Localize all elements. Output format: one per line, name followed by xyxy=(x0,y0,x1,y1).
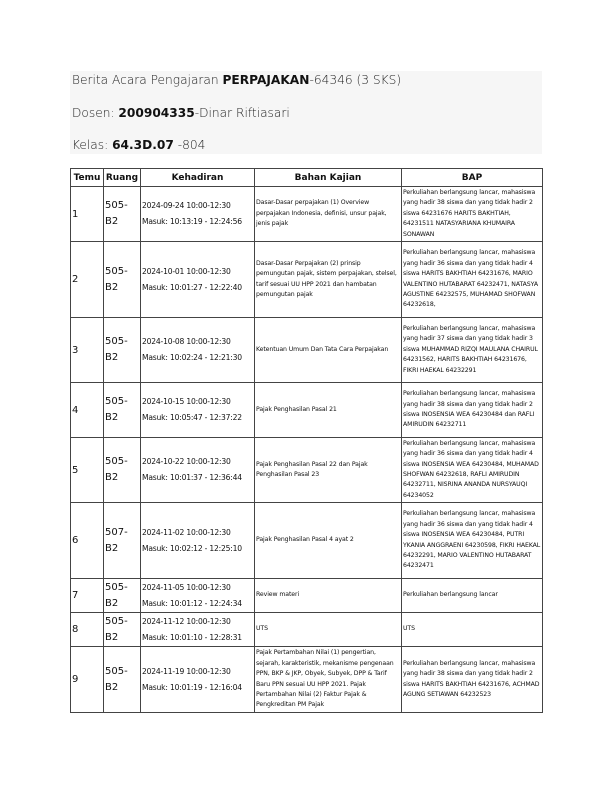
lesson-report: Perkuliahan berlangsung lancar, mahasiswa yang hadir 37 siswa dan yang tidak hadir 3 siswa MUHAMMAD RIZQI MAULANA CHAIRUL 64231562, HARITS BAKHTIAH 64231676, FIKRI HAEKAL 64232291 xyxy=(402,318,543,383)
room: 505-B2 xyxy=(104,647,141,713)
table-row xyxy=(71,579,543,613)
checkin-time: Masuk: 10:01:10 - 12:28:31 xyxy=(142,632,242,642)
attendance-cell xyxy=(141,242,255,318)
lecturer-label: Dosen: xyxy=(72,106,119,120)
class-line xyxy=(72,138,205,152)
meeting-number: 9 xyxy=(71,647,104,713)
attendance-cell xyxy=(141,318,255,383)
meeting-number: 7 xyxy=(71,579,104,613)
checkin-time: Masuk: 10:02:12 - 12:25:10 xyxy=(142,543,242,553)
room: 507-B2 xyxy=(104,503,141,579)
table-row xyxy=(71,647,543,713)
header-bahan-kajian: Bahan Kajian xyxy=(255,169,402,187)
meeting-number: 6 xyxy=(71,503,104,579)
checkin-time: Masuk: 10:01:19 - 12:16:04 xyxy=(142,682,242,692)
table-row xyxy=(71,242,543,318)
table-row xyxy=(71,318,543,383)
room: 505-B2 xyxy=(104,383,141,438)
meeting-number: 4 xyxy=(71,383,104,438)
checkin-time: Masuk: 10:05:47 - 12:37:22 xyxy=(142,413,242,422)
lesson-report: Perkuliahan berlangsung lancar, mahasiswa yang hadir 38 siswa dan yang tidak hadir 2 siswa 64231676 HARITS BAKHTIAH, 64231511 NATASYARIANA KHUMAIRA SONAWAN xyxy=(402,187,543,242)
table-row xyxy=(71,503,543,579)
meeting-number: 3 xyxy=(71,318,104,383)
attendance-cell xyxy=(141,613,255,647)
schedule-time: 2024-11-05 10:00-12:30 xyxy=(142,582,231,592)
checkin-time: Masuk: 10:01:37 - 12:36:44 xyxy=(142,473,242,482)
room: 505-B2 xyxy=(104,318,141,383)
lesson-report: Perkuliahan berlangsung lancar, mahasiswa yang hadir 36 siswa dan yang tidak hadir 4 siswa INOSENSIA WEA 64230484, MUHAMAD SHOFWAN 64232618, RAFLI AMIRUDIN 64232711, NISRINA ANANDA NURSYAUQI 64234052 xyxy=(402,438,543,503)
room: 505-B2 xyxy=(104,613,141,647)
lesson-topic: Pajak Penghasilan Pasal 22 dan Pajak Penghasilan Pasal 23 xyxy=(255,438,402,503)
attendance-cell xyxy=(141,187,255,242)
schedule-time: 2024-09-24 10:00-12:30 xyxy=(142,201,231,210)
checkin-time: Masuk: 10:13:19 - 12:24:56 xyxy=(142,217,242,226)
course-title-prefix: Berita Acara Pengajaran xyxy=(72,73,223,87)
header-temu: Temu xyxy=(71,169,104,187)
checkin-time: Masuk: 10:01:12 - 12:24:34 xyxy=(142,598,242,608)
meeting-number: 2 xyxy=(71,242,104,318)
attendance-cell xyxy=(141,383,255,438)
lesson-topic: Pajak Penghasilan Pasal 4 ayat 2 xyxy=(255,503,402,579)
checkin-time: Masuk: 10:01:27 - 12:22:40 xyxy=(142,282,242,292)
table-row xyxy=(71,438,543,503)
lesson-report: Perkuliahan berlangsung lancar, mahasiswa yang hadir 38 siswa dan yang tidak hadir 2 siswa INOSENSIA WEA 64230484 dan RAFLI AMIRUDIN 64232711 xyxy=(402,383,543,438)
lesson-report: Perkuliahan berlangsung lancar xyxy=(402,579,543,613)
schedule-time: 2024-10-22 10:00-12:30 xyxy=(142,457,231,466)
attendance-cell xyxy=(141,579,255,613)
lesson-topic: Review materi xyxy=(255,579,402,613)
schedule-time: 2024-11-19 10:00-12:30 xyxy=(142,666,231,676)
header-bap: BAP xyxy=(402,169,543,187)
course-code-credits: -64346 (3 SKS) xyxy=(309,73,402,87)
header-kehadiran: Kehadiran xyxy=(141,169,255,187)
attendance-table xyxy=(70,168,543,713)
attendance-cell xyxy=(141,647,255,713)
table-row xyxy=(71,613,543,647)
lesson-topic: Pajak Penghasilan Pasal 21 xyxy=(255,383,402,438)
lecturer-line xyxy=(72,106,290,120)
lesson-report: Perkuliahan berlangsung lancar, mahasiswa yang hadir 38 siswa dan yang tidak hadir 2 siswa HARITS BAKHTIAH 64231676, ACHMAD AGUNG SETIAWAN 64232523 xyxy=(402,647,543,713)
lesson-report: UTS xyxy=(402,613,543,647)
meeting-number: 5 xyxy=(71,438,104,503)
table-header-row xyxy=(71,169,543,187)
lesson-topic: UTS xyxy=(255,613,402,647)
class-label: Kelas: xyxy=(72,138,113,152)
attendance-cell xyxy=(141,503,255,579)
lesson-topic: Dasar-Dasar Perpajakan (2) prinsip pemungutan pajak, sistem perpajakan, stelsel, tarif sesuai UU HPP 2021 dan hambatan pemungutan pajak xyxy=(255,242,402,318)
checkin-time: Masuk: 10:02:24 - 12:21:30 xyxy=(142,353,242,362)
room: 505-B2 xyxy=(104,242,141,318)
attendance-cell xyxy=(141,438,255,503)
room: 505-B2 xyxy=(104,579,141,613)
schedule-time: 2024-11-12 10:00-12:30 xyxy=(142,616,231,626)
schedule-time: 2024-10-08 10:00-12:30 xyxy=(142,337,231,346)
class-code: 64.3D.07 xyxy=(112,138,174,152)
schedule-time: 2024-11-02 10:00-12:30 xyxy=(142,527,231,537)
room: 505-B2 xyxy=(104,438,141,503)
course-title-line xyxy=(72,73,401,87)
schedule-time: 2024-10-01 10:00-12:30 xyxy=(142,266,231,276)
lesson-topic: Dasar-Dasar perpajakan (1) Overview perpajakan Indonesia, definisi, unsur pajak, jenis pajak xyxy=(255,187,402,242)
header-ruang: Ruang xyxy=(104,169,141,187)
lecturer-id: 200904335 xyxy=(118,106,195,120)
meeting-number: 1 xyxy=(71,187,104,242)
lesson-topic: Ketentuan Umum Dan Tata Cara Perpajakan xyxy=(255,318,402,383)
course-name: PERPAJAKAN xyxy=(222,73,310,87)
room: 505-B2 xyxy=(104,187,141,242)
table-row xyxy=(71,187,543,242)
lesson-report: Perkuliahan berlangsung lancar, mahasiswa yang hadir 36 siswa dan yang tidak hadir 4 siswa INOSENSIA WEA 64230484, PUTRI YKANIA ANGGRAENI 64230598, FIKRI HAEKAL 64232291, MARIO VALENTINO HUTABARAT 64232471 xyxy=(402,503,543,579)
class-room-code: -804 xyxy=(173,138,206,152)
lesson-topic: Pajak Pertambahan Nilai (1) pengertian, sejarah, karakteristik, mekanisme pengenaan PPN, BKP & JKP, Obyek, Subyek, DPP & Tarif Baru PPN sesuai UU HPP 2021. Pajak Pertambahan Nilai (2) Faktur Pajak & Pengkreditan PM Pajak xyxy=(255,647,402,713)
lesson-report: Perkuliahan berlangsung lancar, mahasiswa yang hadir 36 siswa dan yang tidak hadir 4 siswa HARITS BAKHTIAH 64231676, MARIO VALENTINO HUTABARAT 64232471, NATASYA AGUSTINE 64232575, MUHAMAD SHOFWAN 64232618, xyxy=(402,242,543,318)
course-header xyxy=(70,71,542,154)
lecturer-name: -Dinar Riftiasari xyxy=(194,106,290,120)
table-row xyxy=(71,383,543,438)
meeting-number: 8 xyxy=(71,613,104,647)
schedule-time: 2024-10-15 10:00-12:30 xyxy=(142,397,231,406)
